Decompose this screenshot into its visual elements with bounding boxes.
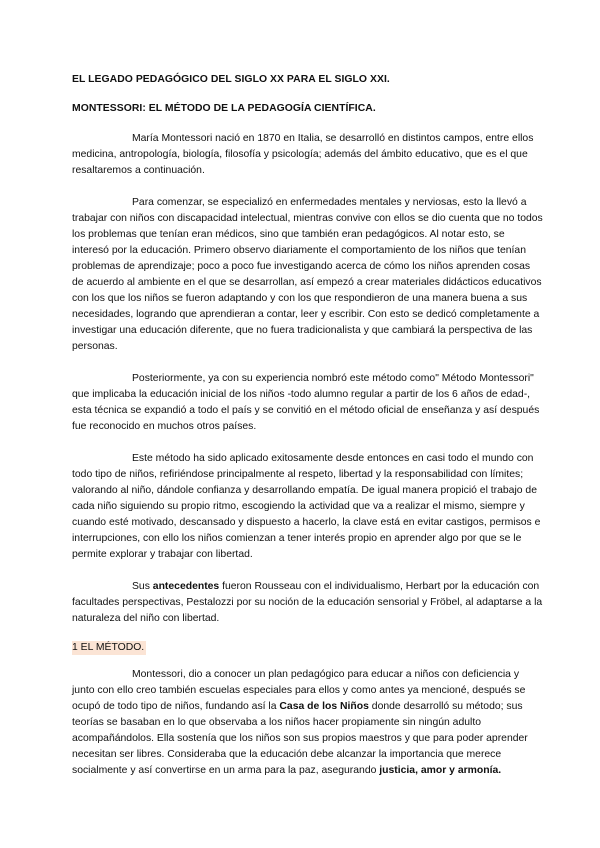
- section-heading-wrap: [72, 627, 544, 667]
- paragraph-method: [72, 667, 544, 779]
- method-start: Montessori, dio a conocer un plan pedagógico para educar a niños con deficiencia y junto con ello creo también escuelas especiales para ellos y como antes ya mencioné, después se ocupó de todo tipo de niños, fundando así la: [72, 669, 526, 712]
- document-title: EL LEGADO PEDAGÓGICO DEL SIGLO XX PARA EL SIGLO XXI.: [72, 74, 390, 85]
- paragraph-beginnings: Para comenzar, se especializó en enfermedades mentales y nerviosas, esto la llevó a trabajar con niños con discapacidad intelectual, mientras convive con ellos se dio cuenta que no todos los problemas que tenían eran médicos, sino que también eran pedagógicos. Al notar esto, se interesó por la educación. Primero observo diariamente el comportamiento de los niños que tenían problemas de aprendizaje; poco a poco fue investigando acerca de cómo los niños aprenden cosas de acuerdo al ambiente en el que se desarrollan, así empezó a crear materiales didácticos educativos con los que los niños se fueron adaptando y con los que respondieron de una manera buena a sus necesidades, logrando que aprendieran a contar, leer y escribir. Con esto se dedicó completamente a investigar una educación diferente, que no fuera tradicionalista y que cambiará la perspectiva de las personas.: [72, 197, 543, 352]
- antecedents-start: Sus: [132, 581, 153, 592]
- method-middle: donde desarrolló su método; sus teorías se basaban en lo que observaba a los niños hacer propiamente sin ningún adulto acompañándolos. Ella sostenía que los niños son sus propios maestros y que para poder aprender necesitan ser libres. Consideraba que la educación debe alcanzar la importancia que merece socialmente y así convertirse en un arma para la paz, asegurando: [72, 701, 528, 776]
- section-heading: 1 EL MÉTODO.: [72, 642, 145, 653]
- paragraph-method-application: Este método ha sido aplicado exitosamente desde entonces en casi todo el mundo con todo tipo de niños, refiriéndose principalmente al respeto, libertad y la responsabilidad con límites; valorando al niño, dándole confianza y desarrollando empatía. De igual manera propició el trabajo de cada niño siguiendo su propio ritmo, escogiendo la actividad que va a realizar el mismo, siempre y cuando esté motivado, descansado y dispuesto a hacerlo, la clave está en evitar castigos, permisos e interrupciones, con ello los niños comienzan a tener interés propio en aprender algo por que se le permite explorar y trabajar con libertad.: [72, 453, 541, 560]
- method-bold-casa: Casa de los Niños: [279, 701, 369, 712]
- paragraph-method-name: Posteriormente, ya con su experiencia nombró este método como" Método Montessori" que implicaba la educación inicial de los niños -todo alumno regular a partir de los 6 años de edad-, esta técnica se expandió a todo el país y se convitió en el método oficial de enseñanza y así después fue reconocido en muchos otros países.: [72, 373, 540, 432]
- paragraph-antecedents: [72, 579, 544, 627]
- antecedents-rest: fueron Rousseau con el individualismo, Herbart por la educación con facultades perspectivas, Pestalozzi por su noción de la educación sensorial y Fröbel, al adaptarse a la naturaleza del niño con libertad.: [72, 581, 543, 624]
- antecedents-bold: antecedentes: [152, 581, 220, 592]
- document-subtitle: MONTESSORI: EL MÉTODO DE LA PEDAGOGÍA CIENTÍFICA.: [72, 103, 376, 114]
- paragraph-intro: María Montessori nació en 1870 en Italia, se desarrolló en distintos campos, entre ellos medicina, antropología, biología, filosofía y psicología; además del ámbito educativo, que es el que resaltaremos a continuación.: [72, 133, 534, 176]
- method-bold-values: justicia, amor y armonía.: [379, 765, 502, 776]
